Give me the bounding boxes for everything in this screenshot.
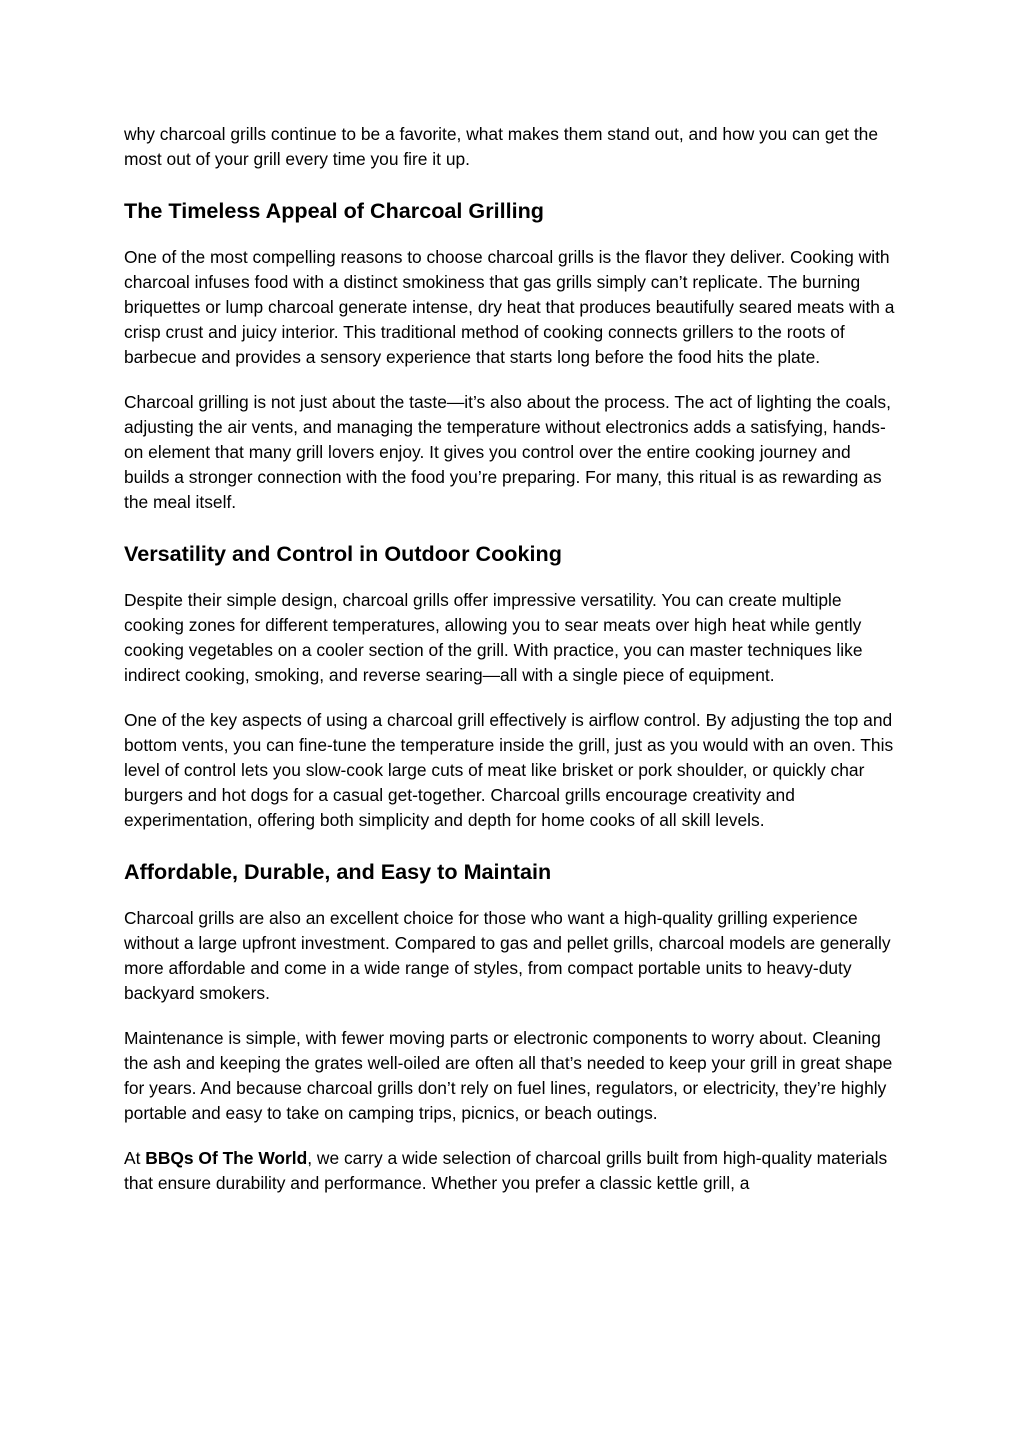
section-heading-timeless-appeal: The Timeless Appeal of Charcoal Grilling <box>124 198 544 223</box>
document-page <box>124 122 900 1196</box>
paragraph-airflow: One of the key aspects of using a charcoal grill effectively is airflow control. By adjusting the top and bottom vents, you can fine-tune the temperature inside the grill, just as you would with an oven. This level of control lets you slow-cook large cuts of meat like brisket or pork shoulder, or quickly char burgers and hot dogs for a casual get-together. Charcoal grills encourage creativity and experimentation, offering both simplicity and depth for home cooks of all skill levels. <box>124 710 894 830</box>
intro-paragraph: why charcoal grills continue to be a favorite, what makes them stand out, and how you can get the most out of your grill every time you fire it up. <box>124 124 879 169</box>
paragraph-versatility: Despite their simple design, charcoal grills offer impressive versatility. You can create multiple cooking zones for different temperatures, allowing you to sear meats over high heat while gently cooking vegetables on a cooler section of the grill. With practice, you can master techniques like indirect cooking, smoking, and reverse searing—all with a single piece of equipment. <box>124 590 863 685</box>
section-heading-versatility: Versatility and Control in Outdoor Cooking <box>124 541 562 566</box>
paragraph-process: Charcoal grilling is not just about the taste—it’s also about the process. The act of lighting the coals, adjusting the air vents, and managing the temperature without electronics adds a satisfying, hands-on element that many grill lovers enjoy. It gives you control over the entire cooking journey and builds a stronger connection with the food you’re preparing. For many, this ritual is as rewarding as the meal itself. <box>124 392 891 512</box>
section-heading-affordable: Affordable, Durable, and Easy to Maintain <box>124 859 552 884</box>
brand-name: BBQs Of The World <box>145 1148 308 1168</box>
closing-prefix: At <box>124 1148 146 1168</box>
paragraph-affordable: Charcoal grills are also an excellent choice for those who want a high-quality grilling experience without a large upfront investment. Compared to gas and pellet grills, charcoal models are generally more affordable and come in a wide range of styles, from compact portable units to heavy-duty backyard smokers. <box>124 908 891 1003</box>
paragraph-closing <box>124 1146 900 1196</box>
paragraph-maintenance: Maintenance is simple, with fewer moving parts or electronic components to worry about. Cleaning the ash and keeping the grates well-oiled are often all that’s needed to keep your grill in great shape for years. And because charcoal grills don’t rely on fuel lines, regulators, or electricity, they’re highly portable and easy to take on camping trips, picnics, or beach outings. <box>124 1028 893 1123</box>
paragraph-flavor: One of the most compelling reasons to choose charcoal grills is the flavor they deliver. Cooking with charcoal infuses food with a distinct smokiness that gas grills simply can’t replicate. The burning briquettes or lump charcoal generate intense, dry heat that produces beautifully seared meats with a crisp crust and juicy interior. This traditional method of cooking connects grillers to the roots of barbecue and provides a sensory experience that starts long before the food hits the plate. <box>124 247 895 367</box>
closing-suffix: , we carry a wide selection of charcoal grills built from high-quality materials that ensure durability and performance. Whether you prefer a classic kettle grill, a <box>124 1148 888 1193</box>
